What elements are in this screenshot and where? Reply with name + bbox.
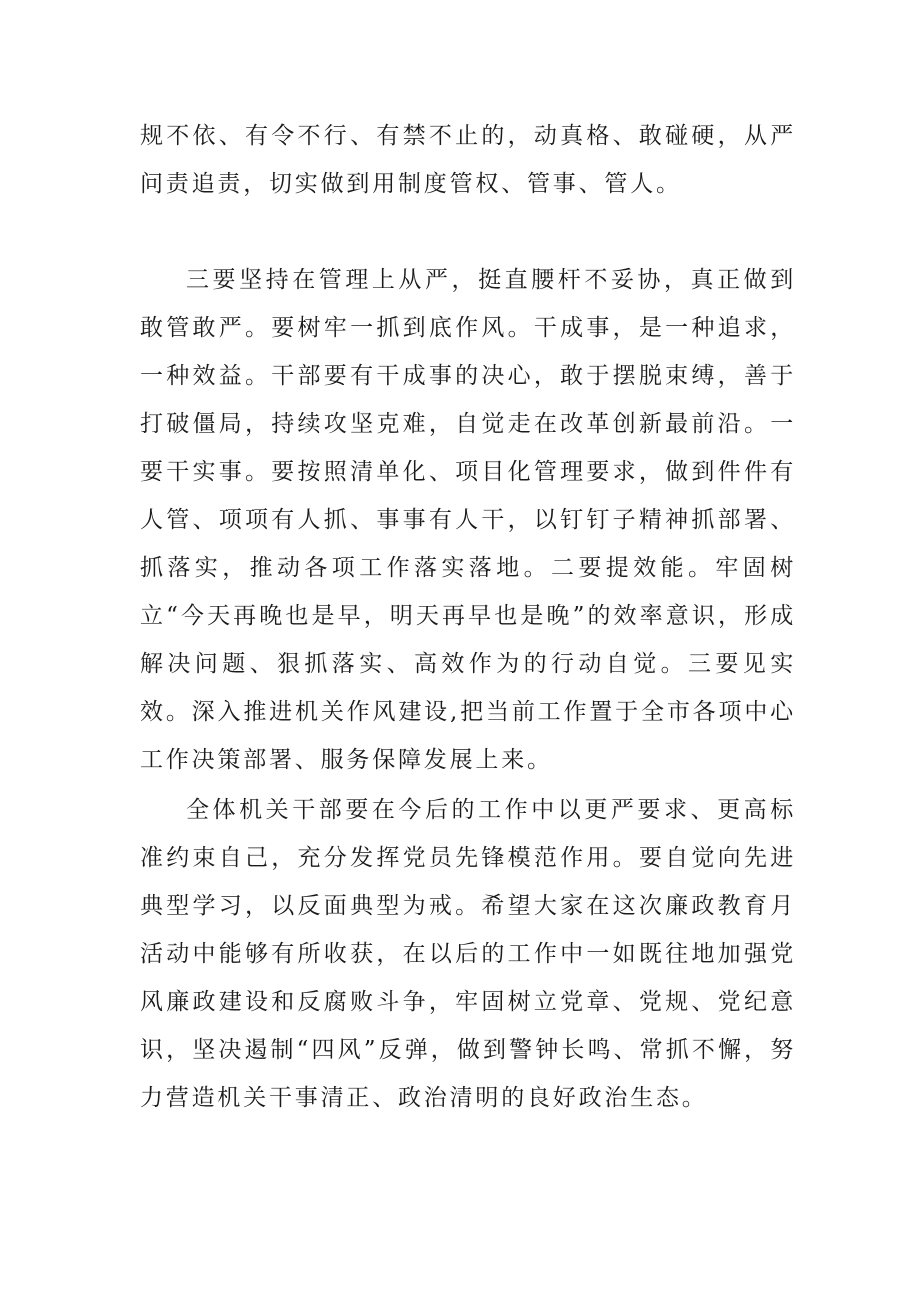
paragraph-gap (140, 208, 796, 256)
paragraph-continuation: 规不依、有令不行、有禁不止的，动真格、敢碰硬，从严问责追责，切实做到用制度管权、管事、管人。 (140, 123, 796, 197)
document-body (140, 112, 796, 1122)
paragraph-management-strictness: 三要坚持在管理上从严，挺直腰杆不妥协，真正做到敢管敢严。要树牢一抓到底作风。干成事，是一种追求，一种效益。干部要有干成事的决心，敢于摆脱束缚，善于打破僵局，持续攻坚克难，自觉走在改革创新最前沿。一要干实事。要按照清单化、项目化管理要求，做到件件有人管、项项有人抓、事事有人干，以钉钉子精神抓部署、抓落实，推动各项工作落实落地。二要提效能。牢固树立“今天再晚也是早，明天再早也是晚”的效率意识，形成解决问题、狠抓落实、高效作为的行动自觉。三要见实效。深入推进机关作风建设,把当前工作置于全市各项中心工作决策部署、服务保障发展上来。 (140, 267, 796, 773)
paragraph-conclusion: 全体机关干部要在今后的工作中以更严要求、更高标准约束自己，充分发挥党员先锋模范作用。要自觉向先进典型学习，以反面典型为戒。希望大家在这次廉政教育月活动中能够有所收获，在以后的工作中一如既往地加强党风廉政建设和反腐败斗争，牢固树立党章、党规、党纪意识，坚决遏制“四风”反弹，做到警钟长鸣、常抓不懈，努力营造机关干事清正、政治清明的良好政治生态。 (140, 797, 796, 1111)
